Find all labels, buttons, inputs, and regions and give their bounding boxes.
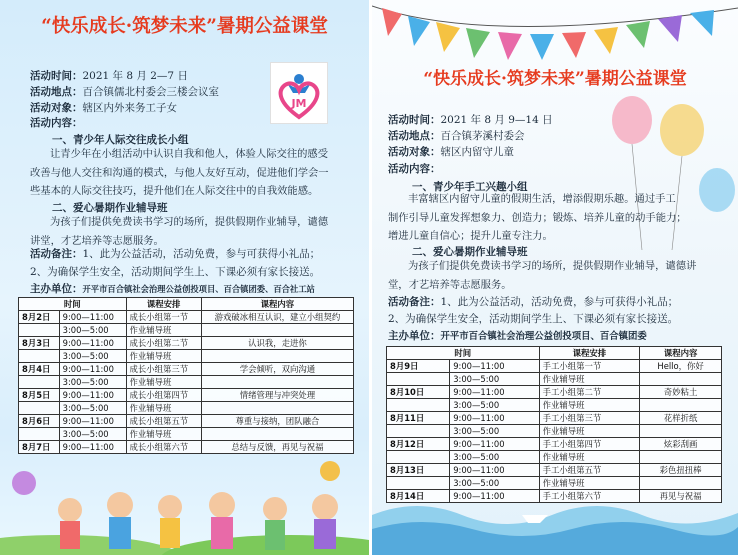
course-cell: 手工小组第二节	[539, 386, 640, 399]
section-2-title: 二、爱心暑期作业辅导班	[412, 246, 528, 258]
date-cell	[387, 399, 450, 412]
date-cell: 8月10日	[387, 386, 450, 399]
date-cell	[387, 425, 450, 438]
content-cell: 总结与反馈，再见与祝福	[201, 441, 353, 454]
course-cell: 成长小组第二节	[126, 337, 201, 350]
content-cell: 奇妙粘土	[640, 386, 722, 399]
content-cell: 尊重与接纳，团队融合	[201, 415, 353, 428]
table-row	[387, 399, 722, 412]
course-cell: 手工小组第六节	[539, 490, 640, 503]
section-2-text: 为孩子们提供免费读书学习的场所，提供假期作业辅导，谴德 讲堂，才艺培养等志愿服务。	[30, 216, 329, 247]
organizer: 主办单位：开平市百合镇社会治理公益创投项目、百合镇团委、百合社工站	[30, 283, 315, 295]
time-cell: 3:00—5:00	[450, 451, 539, 464]
course-cell: 手工小组第三节	[539, 412, 640, 425]
organization-logo	[270, 62, 328, 124]
time-cell: 9:00—11:00	[450, 464, 539, 477]
svg-text:JM: JM	[291, 97, 307, 110]
table-row	[387, 425, 722, 438]
table-row	[387, 360, 722, 373]
time-cell: 9:00—11:00	[59, 415, 126, 428]
table-row	[19, 402, 354, 415]
header-course: 课程安排	[126, 298, 201, 311]
activity-content-label: 活动内容：	[388, 163, 441, 175]
date-cell: 8月5日	[19, 389, 60, 402]
poster-title: “快乐成长·筑梦未来”暑期公益课堂	[423, 69, 687, 89]
children-illustration	[0, 455, 369, 555]
activity-note-1: 活动备注：1、此为公益活动，活动免费，参与可获得小礼品；	[388, 296, 679, 308]
section-1-title: 一、青少年手工兴趣小组	[412, 181, 528, 193]
date-cell	[19, 376, 60, 389]
content-cell: 认识我，走进你	[201, 337, 353, 350]
course-cell: 作业辅导班	[539, 373, 640, 386]
table-row	[19, 363, 354, 376]
header-content: 课程内容	[640, 347, 722, 360]
table-row	[19, 311, 354, 324]
date-cell: 8月13日	[387, 464, 450, 477]
time-cell: 3:00—5:00	[59, 428, 126, 441]
balloon-icon	[12, 471, 36, 495]
time-cell: 3:00—5:00	[450, 373, 539, 386]
content-cell: 再见与祝福	[640, 490, 722, 503]
header-time: 时间	[19, 298, 127, 311]
activity-content-label: 活动内容：	[30, 117, 83, 129]
course-cell: 成长小组第三节	[126, 363, 201, 376]
date-cell: 8月2日	[19, 311, 60, 324]
date-cell: 8月4日	[19, 363, 60, 376]
course-cell: 手工小组第四节	[539, 438, 640, 451]
table-row	[19, 415, 354, 428]
time-cell: 9:00—11:00	[59, 311, 126, 324]
content-cell: 学会倾听，双向沟通	[201, 363, 353, 376]
schedule-table	[18, 297, 354, 454]
table-row	[19, 350, 354, 363]
section-1-text: 让青少年在小组活动中认识自我和他人，体验人际交往的感受 改善与他人交往和沟通的模式，与他人友好互动，促进他们学会一 些基本的人际交往技巧，提升他们在人际交往中的自我效能感。	[30, 148, 329, 197]
activity-target: 活动对象：辖区内留守儿童	[388, 146, 514, 158]
organizer: 主办单位：开平市百合镇社会治理公益创投项目、百合镇团委	[388, 330, 647, 342]
time-cell: 9:00—11:00	[450, 438, 539, 451]
table-row	[387, 386, 722, 399]
content-cell	[201, 402, 353, 415]
time-cell: 9:00—11:00	[450, 360, 539, 373]
course-cell: 手工小组第五节	[539, 464, 640, 477]
date-cell: 8月6日	[19, 415, 60, 428]
table-header-row	[387, 347, 722, 360]
balloon-icon	[320, 461, 340, 481]
poster-title: “快乐成长·筑梦未来”暑期公益课堂	[41, 16, 328, 37]
table-row	[387, 373, 722, 386]
course-cell: 成长小组第五节	[126, 415, 201, 428]
content-cell	[640, 425, 722, 438]
time-cell: 3:00—5:00	[450, 399, 539, 412]
date-cell	[19, 350, 60, 363]
activity-place: 活动地点：百合镇儒北村委会三楼会议室	[30, 86, 219, 98]
activity-note-2: 2、为确保学生安全，活动期间学生上、下课必须有家长接送。	[388, 313, 679, 325]
activity-time: 活动时间：2021 年 8 月 2—7 日	[30, 70, 188, 82]
content-cell	[640, 451, 722, 464]
table-row	[19, 376, 354, 389]
content-cell	[201, 428, 353, 441]
date-cell: 8月12日	[387, 438, 450, 451]
content-cell	[201, 376, 353, 389]
time-cell: 9:00—11:00	[59, 389, 126, 402]
time-cell: 3:00—5:00	[59, 402, 126, 415]
content-cell	[201, 324, 353, 337]
date-cell	[387, 373, 450, 386]
table-row	[19, 389, 354, 402]
table-row	[387, 412, 722, 425]
poster-right	[372, 0, 738, 555]
content-cell	[640, 399, 722, 412]
waves-decoration	[372, 475, 738, 555]
course-cell: 作业辅导班	[126, 428, 201, 441]
content-cell: 花样折纸	[640, 412, 722, 425]
content-cell: 彩色扭扭棒	[640, 464, 722, 477]
time-cell: 3:00—5:00	[59, 350, 126, 363]
course-cell: 手工小组第一节	[539, 360, 640, 373]
course-cell: 成长小组第四节	[126, 389, 201, 402]
table-row	[19, 428, 354, 441]
activity-place: 活动地点：百合镇茅溪村委会	[388, 130, 525, 142]
course-cell: 作业辅导班	[126, 350, 201, 363]
bunting-flags-decoration	[372, 0, 738, 70]
time-cell: 9:00—11:00	[450, 412, 539, 425]
content-cell: 游戏破冰相互认识，建立小组契约	[201, 311, 353, 324]
date-cell: 8月3日	[19, 337, 60, 350]
course-cell: 作业辅导班	[539, 399, 640, 412]
table-row	[387, 438, 722, 451]
time-cell: 3:00—5:00	[59, 324, 126, 337]
date-cell: 8月9日	[387, 360, 450, 373]
content-cell: 炫彩刮画	[640, 438, 722, 451]
time-cell: 3:00—5:00	[450, 477, 539, 490]
course-cell: 成长小组第一节	[126, 311, 201, 324]
course-cell: 作业辅导班	[539, 451, 640, 464]
activity-note-1: 活动备注：1、此为公益活动，活动免费，参与可获得小礼品；	[30, 248, 321, 260]
header-time: 时间	[387, 347, 540, 360]
date-cell: 8月14日	[387, 490, 450, 503]
date-cell: 8月11日	[387, 412, 450, 425]
table-header-row	[19, 298, 354, 311]
time-cell: 9:00—11:00	[450, 386, 539, 399]
activity-target: 活动对象：辖区内外来务工子女	[30, 102, 177, 114]
date-cell	[19, 324, 60, 337]
course-cell: 作业辅导班	[539, 477, 640, 490]
section-2-title: 二、爱心暑期作业辅导班	[52, 202, 168, 214]
section-2-text: 为孩子们提供免费读书学习的场所，提供假期作业辅导，谴德讲 堂，才艺培养等志愿服务。	[388, 260, 697, 291]
content-cell	[201, 350, 353, 363]
time-cell: 3:00—5:00	[450, 425, 539, 438]
time-cell: 9:00—11:00	[59, 441, 126, 454]
activity-time: 活动时间：2021 年 8 月 9—14 日	[388, 114, 553, 126]
date-cell	[387, 451, 450, 464]
header-course: 课程安排	[539, 347, 640, 360]
time-cell: 9:00—11:00	[450, 490, 539, 503]
course-cell: 作业辅导班	[126, 402, 201, 415]
time-cell: 3:00—5:00	[59, 376, 126, 389]
section-1-text: 丰富辖区内留守儿童的假期生活，增添假期乐趣。通过手工 制作引导儿童发挥想象力、创造力；锻炼、培养儿童的动手能力； 增进儿童自信心；提升儿童专注力。	[388, 193, 687, 242]
course-cell: 作业辅导班	[539, 425, 640, 438]
table-row	[19, 337, 354, 350]
course-cell: 成长小组第六节	[126, 441, 201, 454]
content-cell	[640, 373, 722, 386]
course-cell: 作业辅导班	[126, 376, 201, 389]
table-row	[19, 324, 354, 337]
header-content: 课程内容	[201, 298, 353, 311]
content-cell: Hello，你好	[640, 360, 722, 373]
activity-note-2: 2、为确保学生安全，活动期间学生上、下课必须有家长接送。	[30, 266, 321, 278]
section-1-title: 一、青少年人际交往成长小组	[52, 134, 189, 146]
date-cell: 8月7日	[19, 441, 60, 454]
time-cell: 9:00—11:00	[59, 363, 126, 376]
course-cell: 作业辅导班	[126, 324, 201, 337]
content-cell: 情绪管理与冲突处理	[201, 389, 353, 402]
time-cell: 9:00—11:00	[59, 337, 126, 350]
table-row	[387, 451, 722, 464]
table-row	[19, 441, 354, 454]
date-cell	[19, 428, 60, 441]
date-cell	[19, 402, 60, 415]
